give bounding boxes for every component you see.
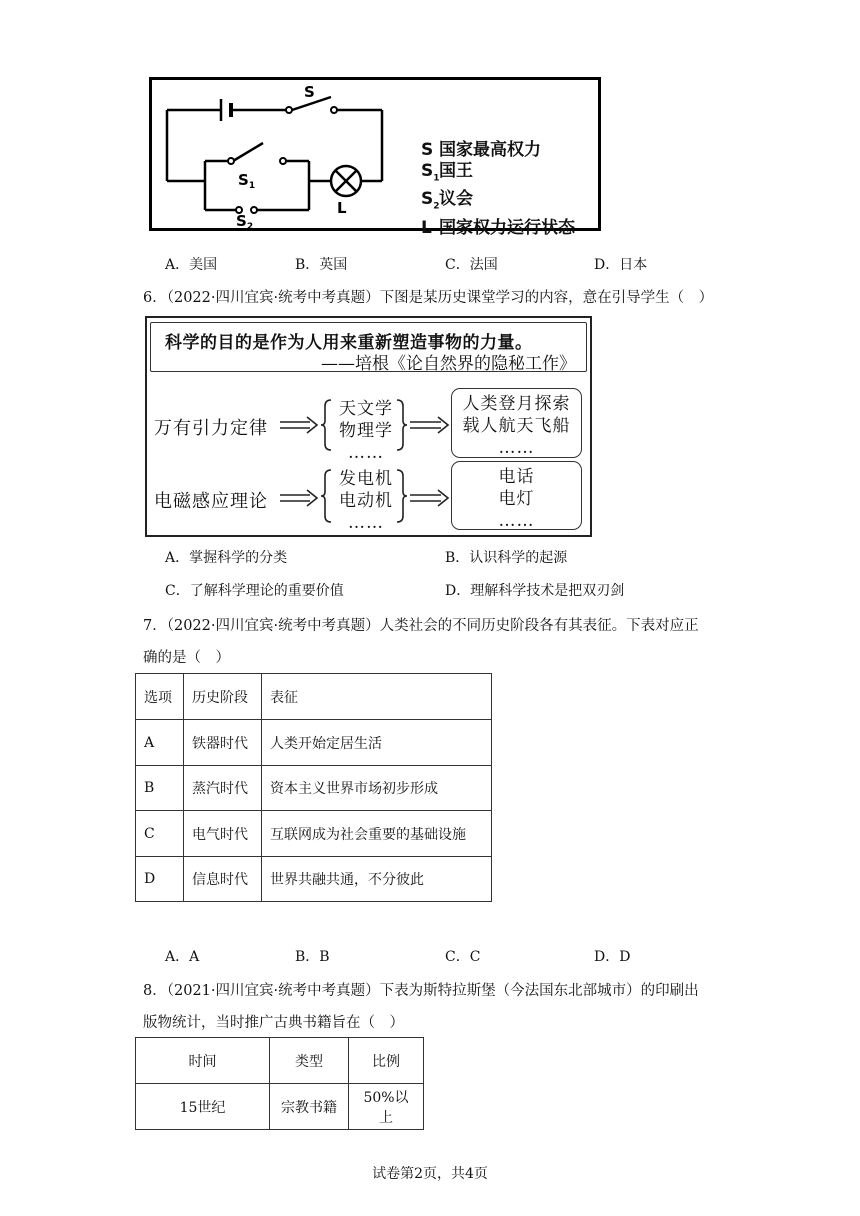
table-cell: 信息时代 (184, 857, 262, 902)
row2-applications-box: 电话 电灯 …… (451, 461, 582, 530)
q6-stem: 6．（2022·四川宜宾·统考中考真题）下图是某历史课堂学习的内容，意在引导学生（ ） (143, 290, 714, 306)
q7-stem-line2: 确的是（ ） (143, 650, 230, 666)
table-header-cell: 时间 (136, 1038, 270, 1084)
legend-row-s2: $S_2$议会 (421, 189, 473, 212)
q5-option-d[interactable]: D．日本 (594, 257, 648, 273)
row1-applications-box: 人类登月探索 载人航天飞船 …… (451, 388, 582, 458)
q7-option-c[interactable]: C．C (445, 949, 481, 965)
q7-option-a[interactable]: A．A (165, 949, 200, 965)
table-header-cell: 类型 (270, 1038, 349, 1084)
q8-stem-line2: 版物统计，当时推广古典书籍旨在（ ） (143, 1015, 404, 1031)
table-cell: 电气时代 (184, 811, 262, 857)
table-cell: 铁器时代 (184, 720, 262, 766)
table-cell: 15世纪 (136, 1084, 270, 1130)
table-row (136, 720, 492, 766)
quote-source: ——培根《论自然界的隐秘工作》 (321, 354, 576, 374)
table-row (136, 811, 492, 857)
q6-option-b[interactable]: B．认识科学的起源 (445, 550, 568, 566)
table-cell: 资本主义世界市场初步形成 (262, 766, 492, 811)
table-cell: 互联网成为社会重要的基础设施 (262, 811, 492, 857)
q7-option-d[interactable]: D．D (594, 949, 631, 965)
gravitation-law-label: 万有引力定律 (154, 418, 268, 439)
table-cell: A (136, 720, 184, 766)
row1-disciplines: 天文学 物理学 …… (339, 399, 393, 463)
q5-option-a[interactable]: A．美国 (165, 257, 218, 273)
table-row (136, 1084, 424, 1130)
q8-table (135, 1037, 424, 1130)
q6-option-d[interactable]: D．理解科学技术是把双刃剑 (445, 583, 625, 599)
q7-option-b[interactable]: B．B (295, 949, 330, 965)
quote-text: 科学的目的是作为人用来重新塑造事物的力量。 (165, 333, 533, 353)
switch-s1-label: $S_1$ (238, 171, 256, 191)
table-cell: C (136, 811, 184, 857)
table-header-cell: 选项 (136, 674, 184, 720)
page-footer: 试卷第2页，共4页 (372, 1166, 488, 1182)
table-header-cell: 比例 (349, 1038, 424, 1084)
table-cell: 50%以上 (349, 1084, 424, 1130)
table-row (136, 766, 492, 811)
legend-row-s1: $S_1$国王 (421, 161, 473, 184)
table-header-cell: 历史阶段 (184, 674, 262, 720)
lamp-l-label: L (337, 199, 347, 217)
electromagnetic-induction-label: 电磁感应理论 (154, 491, 268, 512)
table-cell: 世界共融共通，不分彼此 (262, 857, 492, 902)
q7-stem-line1: 7．（2022·四川宜宾·统考中考真题）人类社会的不同历史阶段各有其表征。下表对应正 (143, 618, 699, 634)
table-cell: 蒸汽时代 (184, 766, 262, 811)
circuit-legend (421, 140, 575, 239)
table-row (136, 857, 492, 902)
table-header-row (136, 674, 492, 720)
q6-option-a[interactable]: A．掌握科学的分类 (165, 550, 288, 566)
table-cell: D (136, 857, 184, 902)
q8-stem-line1: 8．（2021·四川宜宾·统考中考真题）下表为斯特拉斯堡（今法国东北部城市）的印刷出 (143, 983, 699, 999)
legend-row-l: L 国家权力运行状态 (421, 217, 575, 238)
q5-option-b[interactable]: B．英国 (295, 257, 348, 273)
q6-option-c[interactable]: C．了解科学理论的重要价值 (165, 583, 344, 599)
switch-s-label: S (304, 83, 315, 101)
q7-table (135, 673, 492, 902)
table-header-cell: 表征 (262, 674, 492, 720)
switch-s2-label: $S_2$ (236, 212, 254, 231)
table-cell: 宗教书籍 (270, 1084, 349, 1130)
row2-inventions: 发电机 电动机 …… (339, 469, 393, 533)
legend-row-s: S 国家最高权力 (421, 140, 541, 160)
table-header-row (136, 1038, 424, 1084)
q5-option-c[interactable]: C．法国 (445, 257, 498, 273)
table-cell: 人类开始定居生活 (262, 720, 492, 766)
table-cell: B (136, 766, 184, 811)
